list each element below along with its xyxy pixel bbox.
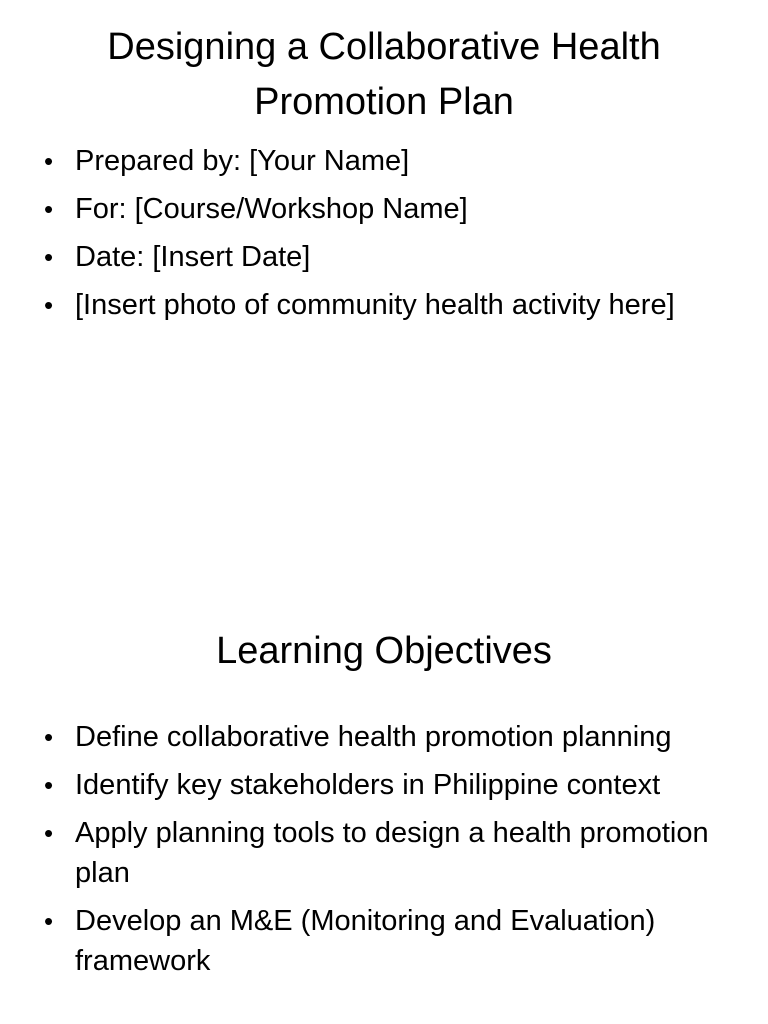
bullet-icon: • (44, 770, 54, 800)
bullet-icon: • (44, 290, 54, 320)
list-item (0, 813, 738, 893)
slide-2-bullet-list (0, 717, 738, 989)
bullet-icon: • (44, 242, 54, 272)
bullet-icon: • (44, 818, 54, 848)
bullet-icon: • (44, 906, 54, 936)
list-item (0, 285, 738, 325)
list-item (0, 141, 738, 181)
slide-1-title: Designing a Collaborative Health Promotion Plan (107, 26, 661, 123)
list-item (0, 717, 738, 757)
bullet-text: [Insert photo of community health activity here] (75, 289, 675, 321)
bullet-icon: • (44, 722, 54, 752)
slide-1-bullet-list (0, 141, 738, 333)
slide-2-title: Learning Objectives (216, 630, 552, 672)
list-item (0, 237, 738, 277)
bullet-text: Define collaborative health promotion planning (75, 721, 672, 753)
list-item (0, 765, 738, 805)
bullet-text: Identify key stakeholders in Philippine context (75, 769, 661, 801)
slide-learning-objectives (0, 512, 768, 1024)
bullet-text: Date: [Insert Date] (75, 241, 311, 273)
list-item (0, 189, 738, 229)
bullet-text: Apply planning tools to design a health promotion plan (75, 817, 709, 889)
bullet-icon: • (44, 194, 54, 224)
list-item (0, 901, 738, 981)
bullet-text: Develop an M&E (Monitoring and Evaluation) framework (75, 905, 656, 977)
bullet-icon: • (44, 146, 54, 176)
bullet-text: For: [Course/Workshop Name] (75, 193, 468, 225)
bullet-text: Prepared by: [Your Name] (75, 145, 410, 177)
